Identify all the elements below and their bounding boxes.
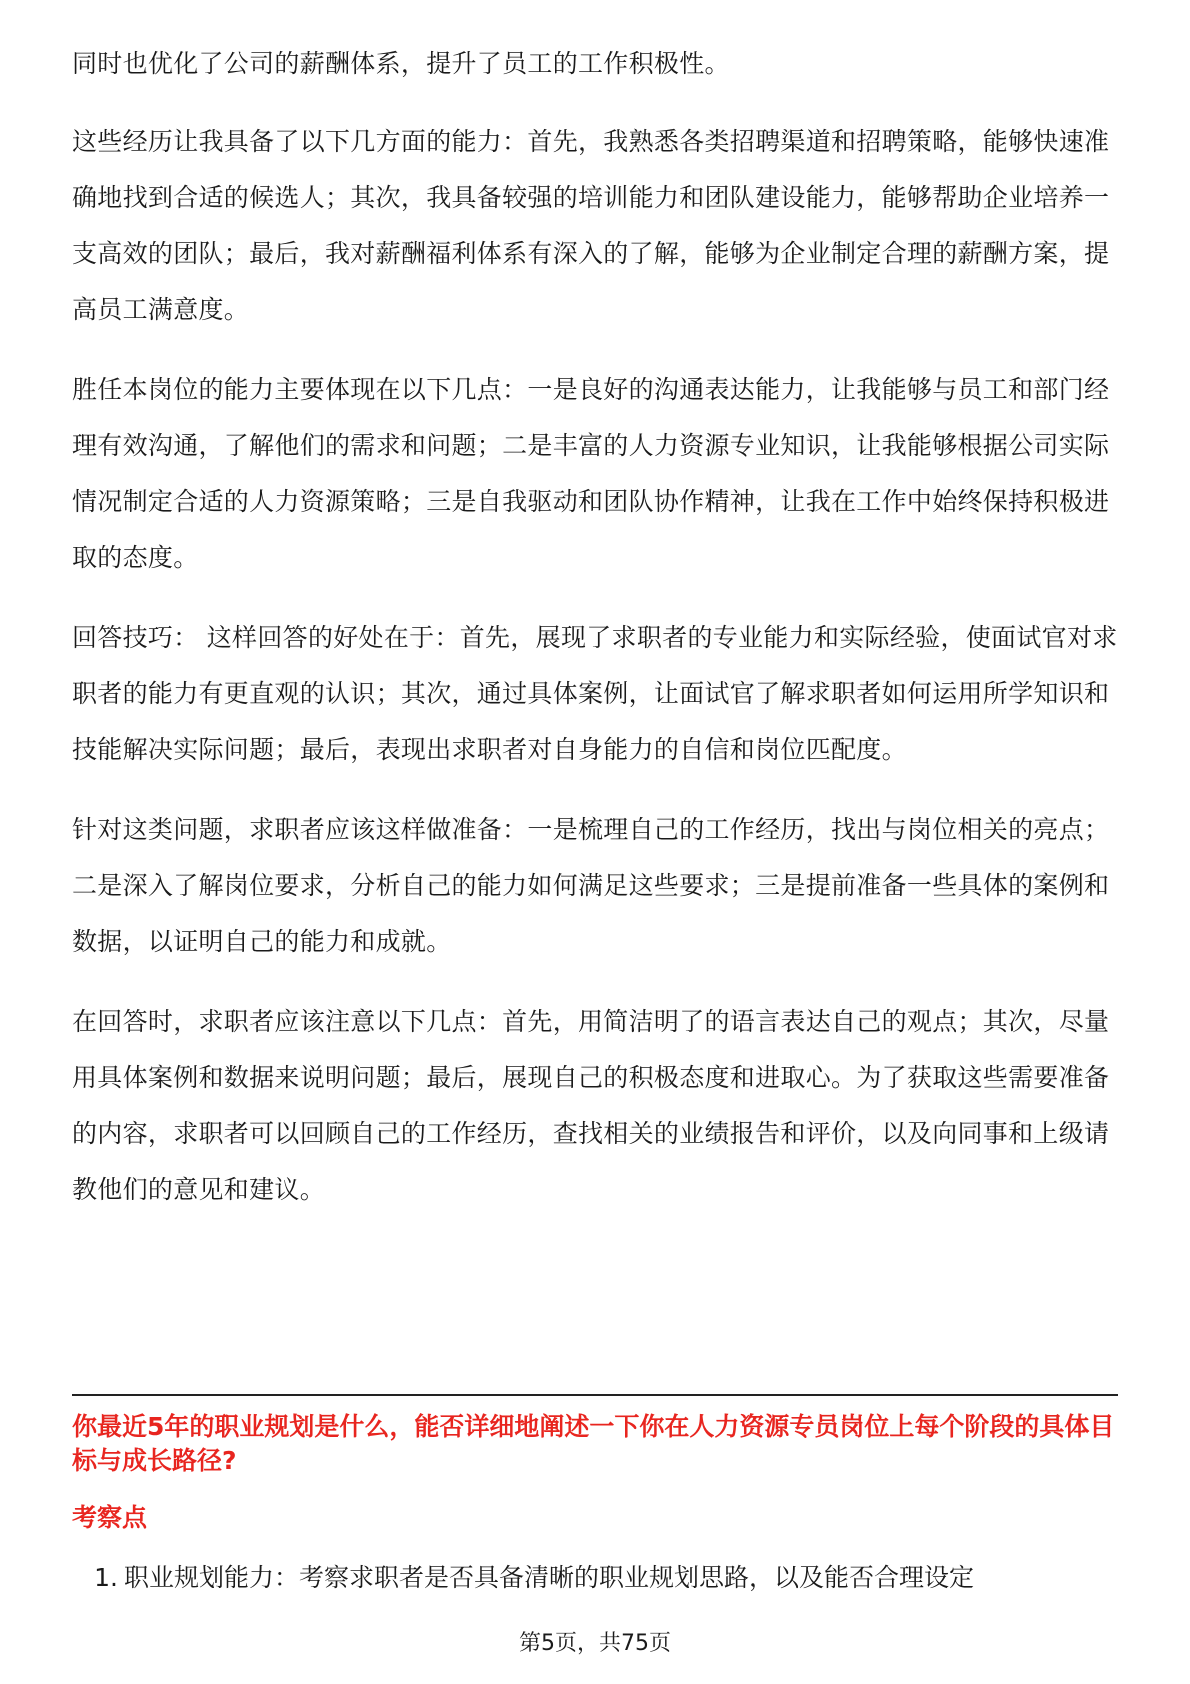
assessment-points-list xyxy=(72,1558,1118,1598)
page-body xyxy=(72,36,1118,1242)
interview-question: 你最近5年的职业规划是什么，能否详细地阐述一下你在人力资源专员岗位上每个阶段的具体目标与成长路径? xyxy=(72,1412,1115,1475)
paragraph-1: 同时也优化了公司的薪酬体系，提升了员工的工作积极性。 xyxy=(72,49,730,78)
paragraph-4: 回答技巧： 这样回答的好处在于：首先，展现了求职者的专业能力和实际经验，使面试官对求职者的能力有更直观的认识；其次，通过具体案例，让面试官了解求职者如何运用所学知识和技能解决实际问题；最后，表现出求职者对自身能力的自信和岗位匹配度。 xyxy=(72,623,1118,764)
paragraph-2: 这些经历让我具备了以下几方面的能力：首先，我熟悉各类招聘渠道和招聘策略，能够快速准确地找到合适的候选人；其次，我具备较强的培训能力和团队建设能力，能够帮助企业培养一支高效的团队；最后，我对薪酬福利体系有深入的了解，能够为企业制定合理的薪酬方案，提高员工满意度。 xyxy=(72,127,1110,324)
paragraph-6: 在回答时，求职者应该注意以下几点：首先，用简洁明了的语言表达自己的观点；其次，尽量用具体案例和数据来说明问题；最后，展现自己的积极态度和进取心。为了获取这些需要准备的内容，求职者可以回顾自己的工作经历，查找相关的业绩报告和评价，以及向同事和上级请教他们的意见和建议。 xyxy=(72,1007,1110,1204)
paragraph-5: 针对这类问题，求职者应该这样做准备：一是梳理自己的工作经历，找出与岗位相关的亮点；二是深入了解岗位要求，分析自己的能力如何满足这些要求；三是提前准备一些具体的案例和数据，以证明自己的能力和成就。 xyxy=(72,815,1110,956)
section-divider xyxy=(72,1394,1118,1396)
list-item xyxy=(72,1558,1118,1598)
page-number: 第5页，共75页 xyxy=(519,1631,671,1656)
paragraph-3: 胜任本岗位的能力主要体现在以下几点：一是良好的沟通表达能力，让我能够与员工和部门经理有效沟通，了解他们的需求和问题；二是丰富的人力资源专业知识，让我能够根据公司实际情况制定合适的人力资源策略；三是自我驱动和团队协作精神，让我在工作中始终保持积极进取的态度。 xyxy=(72,375,1110,572)
list-item-number: 1. xyxy=(94,1563,118,1592)
section-title: 考察点 xyxy=(72,1503,148,1532)
list-item-text: 职业规划能力：考察求职者是否具备清晰的职业规划思路，以及能否合理设定 xyxy=(124,1563,975,1592)
